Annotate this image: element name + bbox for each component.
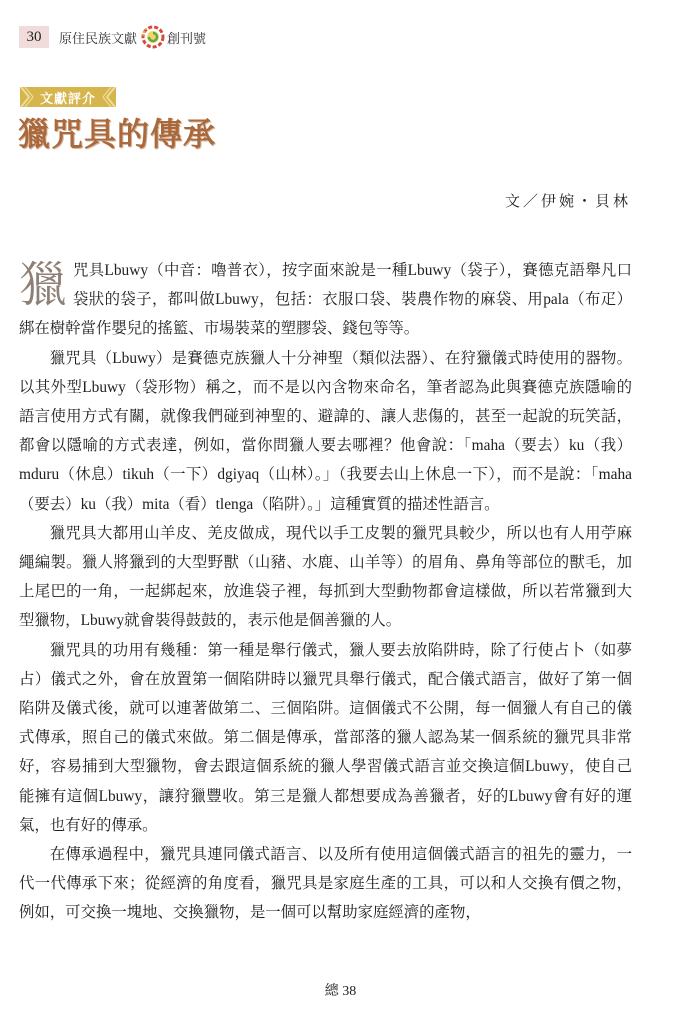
paragraph-4: 獵咒具的功用有幾種：第一種是舉行儀式，獵人要去放陷阱時，除了行使占卜（如夢占）儀式之外，會在放置第一個陷阱時以獵咒具舉行儀式，配合儀式語言，做好了第一個陷阱及儀式後，就可以連著做第二、三個陷阱。這個儀式不公開，每一個獵人有自己的儀式傳承，照自己的儀式來做。第二個是傳承，當部落的獵人認為某一個系統的獵咒具非常好，容易捕到大型獵物，會去跟這個系統的獵人學習儀式語言並交換這個Lbuwy，使自己能擁有這個Lbuwy，讓狩獵豐收。第三是獵人都想要成為善獵者，好的Lbuwy會有好的運氣，也有好的傳承。 — [19, 641, 632, 834]
drop-cap: 獵 — [19, 257, 68, 313]
paragraph-3: 獵咒具大都用山羊皮、羌皮做成，現代以手工皮製的獵咒具較少，所以也有人用苧麻繩編製。獵人將獵到的大型野獸（山豬、水鹿、山羊等）的眉角、鼻角等部位的獸毛，加上尾巴的一角，一起綁起來，放進袋子裡，每抓到大型動物都會這樣做，所以若常獵到大型獵物，Lbuwy就會裝得鼓鼓的，表示他是個善獵的人。 — [19, 524, 632, 630]
journal-logo-icon — [139, 24, 165, 50]
journal-name: 原住民族文獻 — [59, 31, 138, 47]
byline: 文／伊婉・貝林 — [504, 192, 631, 210]
paragraph-2: 獵咒具（Lbuwy）是賽德克族獵人十分神聖（類似法器）、在狩獵儀式時使用的器物。以其外型Lbuwy（袋形物）稱之，而不是以內含物來命名，筆者認為此與賽德克族隱喻的語言使用方式有關，就像我們碰到神聖的、避諱的、讓人悲傷的，甚至一起說的玩笑話，都會以隱喻的方式表達，例如，當你問獵人要去哪裡？他會說：「maha（要去）ku（我）mduru（休息）tikuh（一下）dgiyaq（山林）。」（我要去山上休息一下），而不是說：「maha（要去）ku（我）mita（看）tlenga（陷阱）。」這種實質的描述性語言。 — [19, 349, 632, 513]
paragraph-1 — [19, 256, 632, 344]
chevron-decoration-right-icon — [102, 87, 116, 107]
paragraph-1-text: 咒具Lbuwy（中音：嚕普衣），按字面來說是一種Lbuwy（袋子），賽德克語舉凡口袋狀的袋子，都叫做Lbuwy，包括：衣服口袋、裝農作物的麻袋、用pala（布疋）綁在樹幹當作嬰兒的搖籃、市場裝菜的塑膠袋、錢包等等。 — [19, 262, 632, 338]
article-title: 獵咒具的傳承 — [18, 115, 217, 153]
chevron-decoration-left-icon — [20, 87, 34, 107]
running-head — [19, 26, 206, 48]
section-tag-label: 文獻評介 — [39, 91, 96, 107]
paragraph-5: 在傳承過程中，獵咒具連同儀式語言、以及所有使用這個儀式語言的祖先的靈力，一代一代傳承下來；從經濟的角度看，獵咒具是家庭生產的工具，可以和人交換有價之物，例如，可交換一塊地、交換獵物，是一個可以幫助家庭經濟的產物， — [19, 846, 632, 922]
folio-page-number: 總 38 — [324, 984, 357, 999]
page-number: 30 — [19, 26, 49, 48]
article-body — [19, 256, 632, 928]
section-tag — [20, 87, 116, 107]
issue-label: 創刊號 — [167, 31, 207, 47]
